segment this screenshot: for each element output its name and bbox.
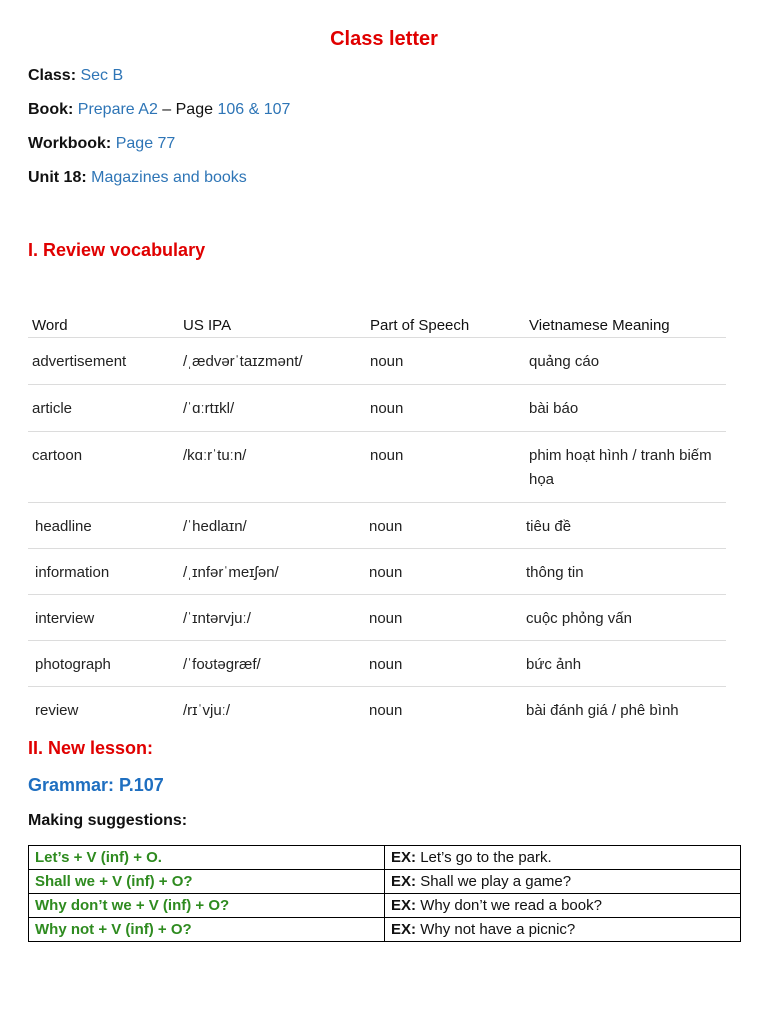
meaning-cell: cuộc phỏng vấn xyxy=(526,610,632,627)
pos-cell: noun xyxy=(369,610,403,627)
table-row xyxy=(29,894,741,918)
example-cell xyxy=(385,870,741,894)
book-label: Book: xyxy=(28,101,74,118)
meaning-cell: quảng cáo xyxy=(529,353,600,370)
suggestions-title: Making suggestions: xyxy=(28,812,188,829)
ipa-cell: /ˌædvərˈtaɪzmənt/ xyxy=(183,353,303,370)
class-value: Sec B xyxy=(80,67,124,84)
example-text: Shall we play a game? xyxy=(420,872,572,890)
header-vietnamese-meaning: Vietnamese Meaning xyxy=(529,317,670,334)
example-text: Why not have a picnic? xyxy=(420,920,576,938)
workbook-line xyxy=(28,135,175,153)
word-cell: headline xyxy=(35,518,92,535)
table-row xyxy=(28,641,726,687)
example-cell xyxy=(385,894,741,918)
workbook-label: Workbook: xyxy=(28,135,112,152)
ipa-cell: /ˌɪnfərˈmeɪʃən/ xyxy=(183,564,279,581)
pattern-cell: Shall we + V (inf) + O? xyxy=(29,870,385,894)
section-new-lesson: II. New lesson: xyxy=(28,738,154,758)
vocabulary-table xyxy=(28,302,726,732)
ipa-cell: /ˈɪntərvjuː/ xyxy=(183,610,251,627)
book-line xyxy=(28,101,290,119)
word-cell: information xyxy=(35,564,110,581)
word-cell: advertisement xyxy=(32,353,127,370)
vocab-header-row xyxy=(28,302,726,338)
word-cell: article xyxy=(32,400,73,417)
header-ipa: US IPA xyxy=(183,317,232,334)
ex-label: EX: xyxy=(391,920,417,938)
table-row xyxy=(28,503,726,549)
table-row xyxy=(28,595,726,641)
class-line xyxy=(28,67,123,85)
ipa-cell: /ˈfoʊtəɡræf/ xyxy=(183,656,261,673)
pos-cell: noun xyxy=(369,702,403,719)
ex-label: EX: xyxy=(391,872,417,890)
meaning-cell: tiêu đề xyxy=(526,518,572,535)
example-cell xyxy=(385,846,741,870)
meaning-cell: bài báo xyxy=(529,400,579,417)
page-title: Class letter xyxy=(330,28,438,50)
book-pages: 106 & 107 xyxy=(217,101,291,118)
unit-line xyxy=(28,169,247,187)
table-row xyxy=(29,846,741,870)
example-cell xyxy=(385,918,741,942)
pos-cell: noun xyxy=(370,447,404,464)
table-row xyxy=(29,918,741,942)
pattern-cell: Why not + V (inf) + O? xyxy=(29,918,385,942)
unit-label: Unit 18: xyxy=(28,169,87,186)
meaning-cell: phim hoạt hình / tranh biếm họa xyxy=(529,447,712,488)
book-value: Prepare A2 xyxy=(77,101,158,118)
table-row xyxy=(28,385,726,432)
pos-cell: noun xyxy=(369,518,403,535)
grammar-table xyxy=(28,845,741,942)
ipa-cell: /ˈɑːrtɪkl/ xyxy=(183,400,235,417)
word-cell: interview xyxy=(35,610,95,627)
pos-cell: noun xyxy=(370,400,404,417)
ipa-cell: /rɪˈvjuː/ xyxy=(183,702,231,719)
pos-cell: noun xyxy=(370,353,404,370)
pos-cell: noun xyxy=(369,656,403,673)
word-cell: review xyxy=(35,702,79,719)
pattern-cell: Let’s + V (inf) + O. xyxy=(29,846,385,870)
table-row xyxy=(29,870,741,894)
pattern-cell: Why don’t we + V (inf) + O? xyxy=(29,894,385,918)
meaning-cell: bức ảnh xyxy=(526,656,582,673)
word-cell: cartoon xyxy=(32,447,83,464)
meaning-cell: bài đánh giá / phê bình xyxy=(526,702,679,719)
unit-value: Magazines and books xyxy=(91,169,247,186)
table-row xyxy=(28,687,726,732)
word-cell: photograph xyxy=(35,656,111,673)
header-word: Word xyxy=(32,317,68,334)
header-part-of-speech: Part of Speech xyxy=(370,317,470,334)
example-text: Let’s go to the park. xyxy=(420,848,552,866)
class-label: Class: xyxy=(28,67,77,84)
ipa-cell: /kɑːrˈtuːn/ xyxy=(183,447,247,464)
pos-cell: noun xyxy=(369,564,403,581)
section-review-vocabulary: I. Review vocabulary xyxy=(28,240,206,260)
workbook-value: Page 77 xyxy=(115,135,176,152)
ipa-cell: /ˈhedlaɪn/ xyxy=(183,518,247,535)
table-row xyxy=(28,432,726,503)
table-row xyxy=(28,338,726,385)
example-text: Why don’t we read a book? xyxy=(420,896,602,914)
grammar-title: Grammar: P.107 xyxy=(28,775,164,795)
book-separator: – Page xyxy=(157,101,218,118)
meaning-cell: thông tin xyxy=(526,564,584,581)
ex-label: EX: xyxy=(391,848,417,866)
ex-label: EX: xyxy=(391,896,417,914)
table-row xyxy=(28,549,726,595)
